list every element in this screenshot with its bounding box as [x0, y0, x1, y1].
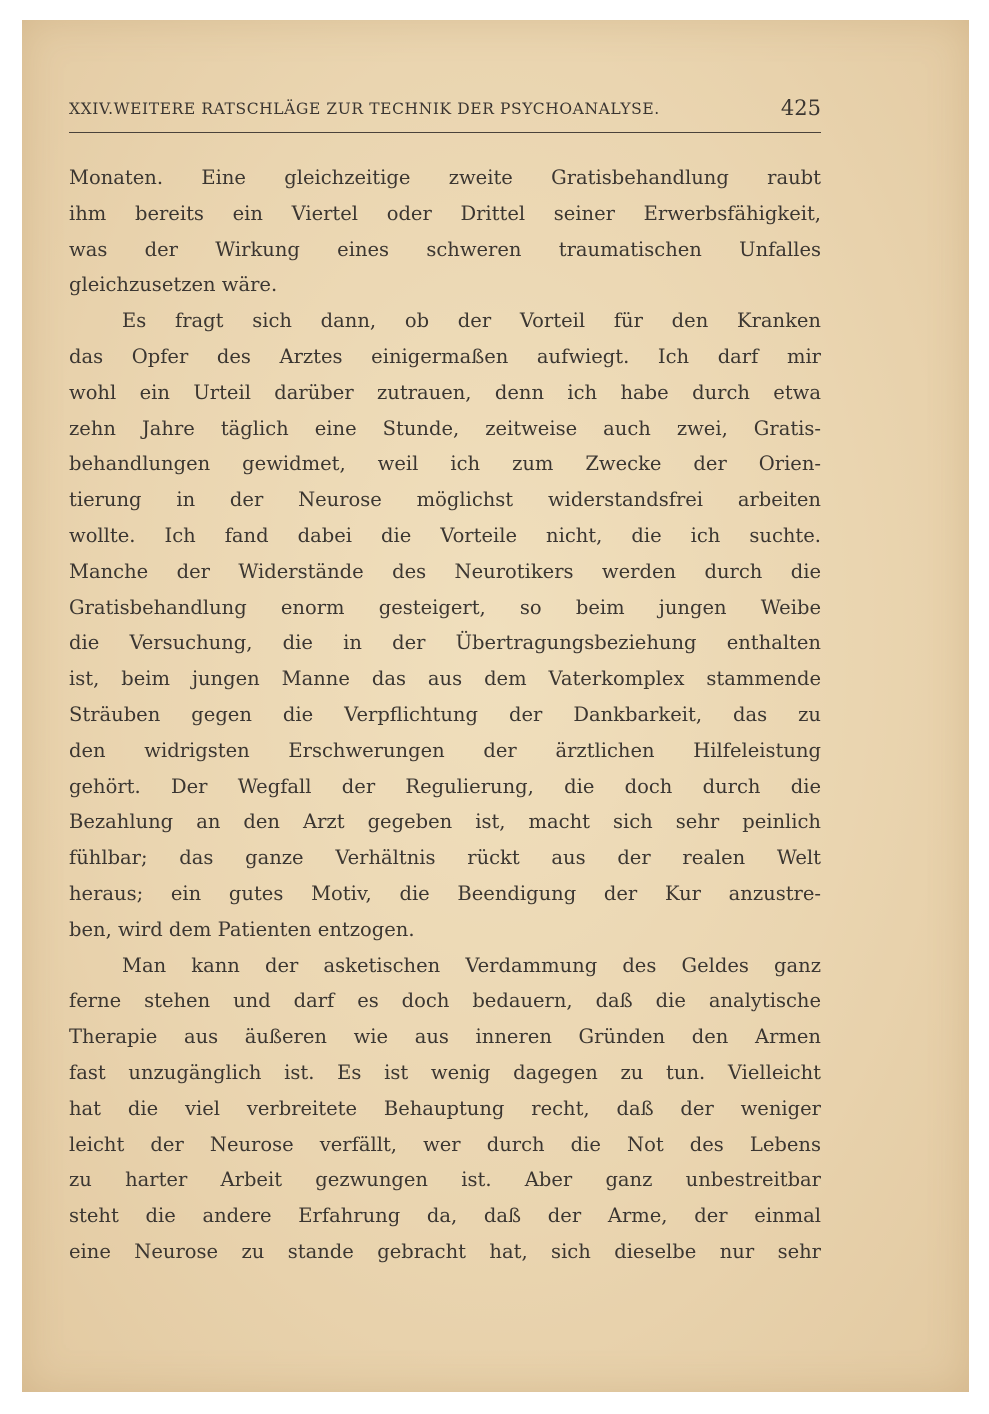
running-header: [69, 96, 821, 128]
text-line: eine Neurose zu stande gebracht hat, sich dieselbe nur sehr: [69, 1239, 821, 1263]
page-number: 425: [780, 96, 821, 120]
text-line: den widrigsten Erschwerungen der ärztlichen Hilfeleistung: [69, 738, 821, 762]
text-line: ben, wird dem Patienten entzogen.: [69, 917, 415, 941]
text-line: hat die viel verbreitete Behauptung recht, daß der weniger: [69, 1096, 821, 1120]
text-line: Manche der Widerstände des Neurotikers werden durch die: [69, 559, 821, 583]
text-line: Es fragt sich dann, ob der Vorteil für den Kranken: [122, 309, 821, 333]
body-text: [69, 160, 821, 1270]
text-line: Monaten. Eine gleichzeitige zweite Gratisbehandlung raubt: [69, 166, 821, 189]
text-line: tierung in der Neurose möglichst widerstandsfrei arbeiten: [69, 488, 821, 512]
text-line: fühlbar; das ganze Verhältnis rückt aus der realen Welt: [69, 846, 821, 870]
text-line: ferne stehen und darf es doch bedauern, daß die analytische: [69, 989, 821, 1013]
text-line: gleichzusetzen wäre.: [69, 273, 278, 297]
text-line: Gratisbehandlung enorm gesteigert, so beim jungen Weibe: [69, 595, 821, 619]
text-line: gehört. Der Wegfall der Regulierung, die doch durch die: [69, 774, 821, 798]
text-line: steht die andere Erfahrung da, daß der Arme, der einmal: [69, 1204, 821, 1228]
text-line: leicht der Neurose verfällt, wer durch die Not des Lebens: [69, 1132, 821, 1156]
text-line: was der Wirkung eines schweren traumatischen Unfalles: [69, 237, 821, 261]
text-line: zu harter Arbeit gezwungen ist. Aber ganz unbestreitbar: [69, 1168, 821, 1192]
text-line: Therapie aus äußeren wie aus inneren Gründen den Armen: [69, 1025, 821, 1049]
text-line: die Versuchung, die in der Übertragungsbeziehung enthalten: [69, 631, 821, 655]
running-header-title: XXIV.WEITERE RATSCHLÄGE ZUR TECHNIK DER PSYCHOANALYSE.: [69, 100, 660, 118]
text-line: wollte. Ich fand dabei die Vorteile nicht, die ich suchte.: [69, 523, 821, 547]
text-line: ist, beim jungen Manne das aus dem Vaterkomplex stammende: [69, 667, 821, 691]
text-line: heraus; ein gutes Motiv, die Beendigung der Kur anzustre-: [69, 881, 821, 905]
text-line: Man kann der asketischen Verdammung des Geldes ganz: [122, 953, 821, 977]
text-line: ihm bereits ein Viertel oder Drittel seiner Erwerbsfähigkeit,: [69, 201, 821, 225]
text-line: Bezahlung an den Arzt gegeben ist, macht sich sehr peinlich: [69, 810, 821, 834]
text-line: Sträuben gegen die Verpflichtung der Dankbarkeit, das zu: [69, 702, 821, 726]
header-rule: [69, 132, 821, 133]
text-line: zehn Jahre täglich eine Stunde, zeitweise auch zwei, Gratis-: [69, 416, 821, 440]
text-line: wohl ein Urteil darüber zutrauen, denn ich habe durch etwa: [69, 380, 821, 404]
text-line: behandlungen gewidmet, weil ich zum Zwecke der Orien-: [69, 452, 821, 476]
text-line: das Opfer des Arztes einigermaßen aufwiegt. Ich darf mir: [69, 344, 821, 368]
text-line: fast unzugänglich ist. Es ist wenig dagegen zu tun. Vielleicht: [69, 1060, 821, 1084]
